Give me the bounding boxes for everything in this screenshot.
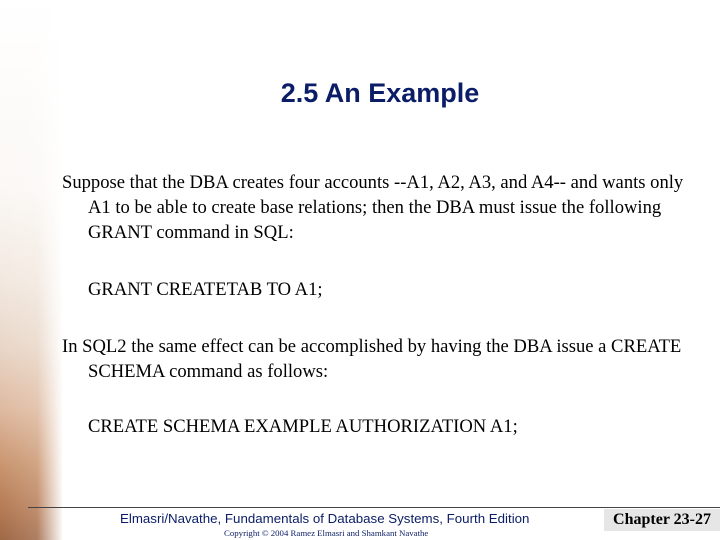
footer-divider — [28, 507, 720, 508]
paragraph-sql2-explanation: In SQL2 the same effect can be accomplished by having the DBA issue a CREATE SCHEMA command as follows: — [62, 336, 682, 382]
paragraph-grant-explanation: Suppose that the DBA creates four accounts --A1, A2, A3, and A4-- and wants only A1 to be able to create base relations; then the DBA must issue the following GRANT command in SQL: — [62, 172, 684, 243]
chapter-page-label: Chapter 23-27 — [604, 509, 720, 531]
sql-grant-statement: GRANT CREATETAB TO A1; — [88, 279, 323, 300]
footer-copyright: Copyright © 2004 Ramez Elmasri and Shamkant Navathe — [224, 528, 429, 538]
slide-title: 2.5 An Example — [280, 78, 480, 108]
desert-background-strip — [0, 0, 62, 540]
sql-create-schema-statement: CREATE SCHEMA EXAMPLE AUTHORIZATION A1; — [88, 416, 518, 437]
footer-book-citation: Elmasri/Navathe, Fundamentals of Database Systems, Fourth Edition — [120, 511, 530, 526]
